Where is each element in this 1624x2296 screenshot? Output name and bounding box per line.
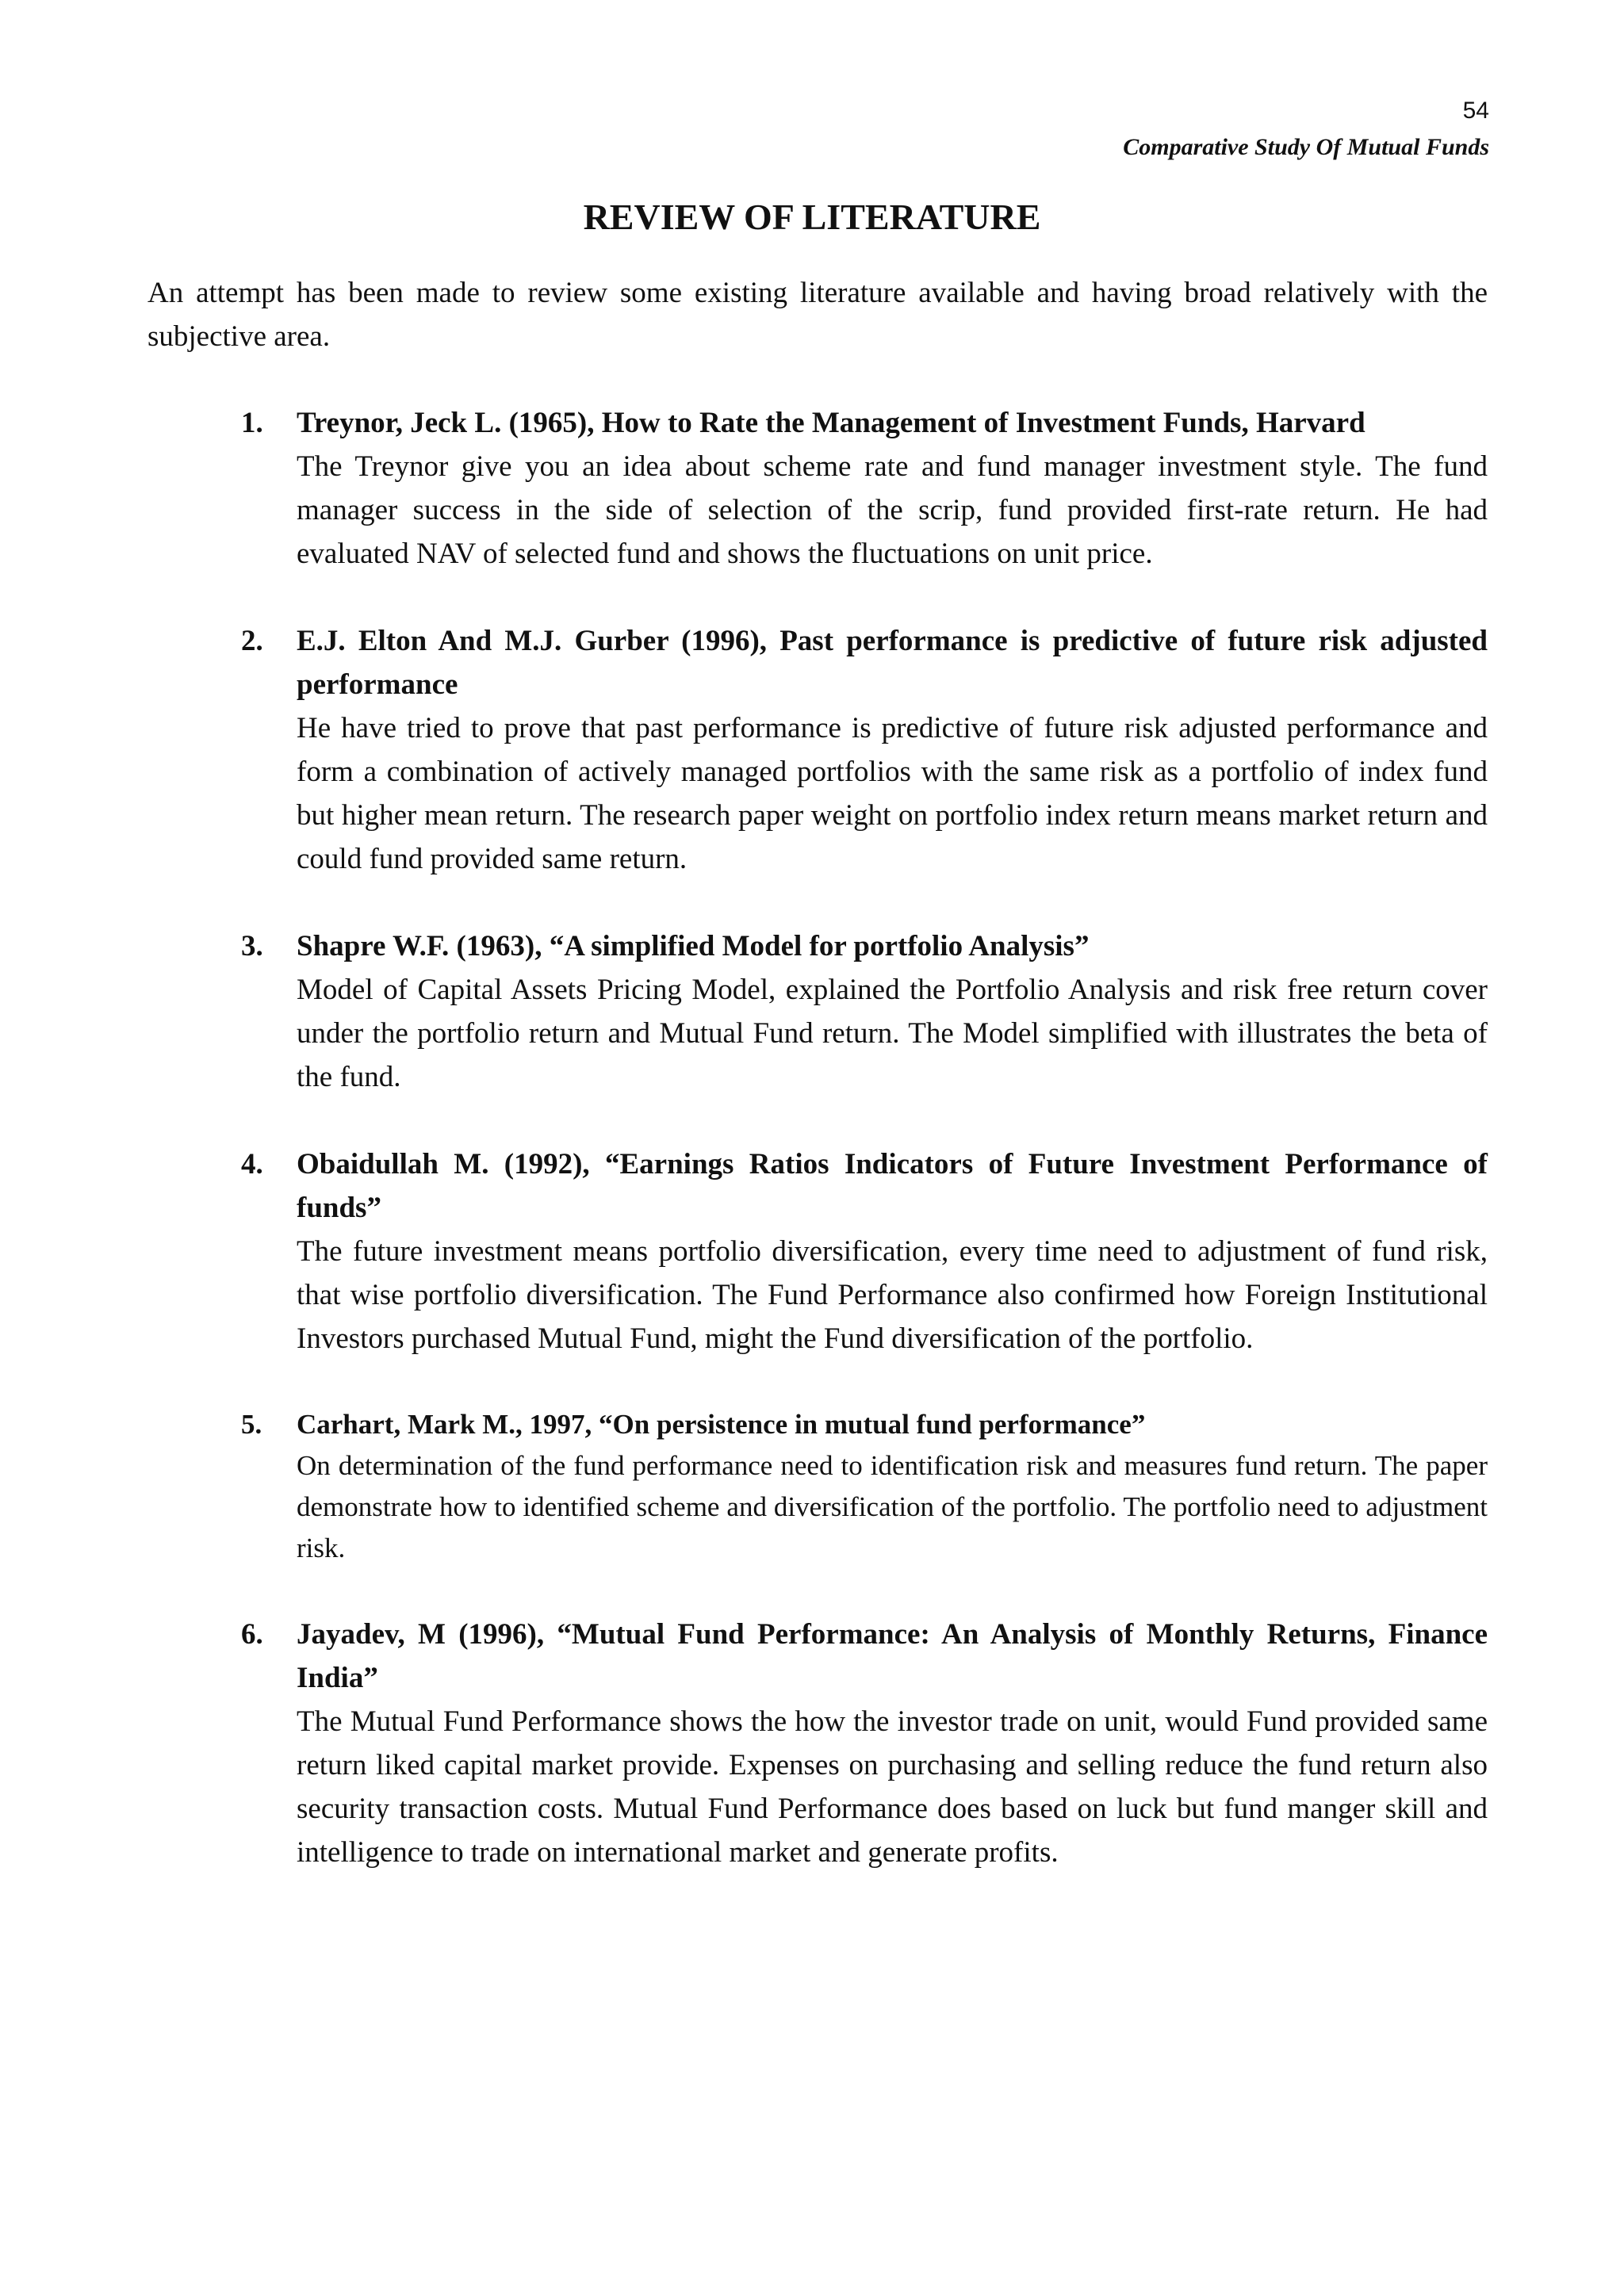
item-number: 4.: [241, 1148, 263, 1181]
running-header: Comparative Study Of Mutual Funds: [1123, 134, 1489, 160]
page-title: REVIEW OF LITERATURE: [583, 197, 1041, 237]
intro-paragraph: An attempt has been made to review some existing literature available and having broad relatively with the subjective area.: [147, 277, 1488, 353]
item-body: He have tried to prove that past performance is predictive of future risk adjusted performance and form a combination of actively managed portfolios with the same risk as a portfolio of index fund but higher mean return. The research paper weight on portfolio index return means market return and could fund provided same return.: [297, 712, 1488, 875]
item-heading: Treynor, Jeck L. (1965), How to Rate the Management of Investment Funds, Harvard: [297, 407, 1365, 439]
item-heading: Jayadev, M (1996), “Mutual Fund Performance: An Analysis of Monthly Returns, Finance India”: [297, 1618, 1488, 1694]
item-heading: Carhart, Mark M., 1997, “On persistence in mutual fund performance”: [297, 1409, 1146, 1440]
literature-item-5: [241, 1404, 1488, 1569]
item-body: Model of Capital Assets Pricing Model, explained the Portfolio Analysis and risk free return cover under the portfolio return and Mutual Fund return. The Model simplified with illustrates the beta of the fund.: [297, 974, 1488, 1093]
item-number: 5.: [241, 1409, 262, 1440]
item-number: 2.: [241, 625, 263, 657]
literature-item-1: [241, 401, 1488, 576]
page-number: 54: [1462, 98, 1489, 124]
literature-item-2: [241, 619, 1488, 881]
literature-list: [241, 401, 1488, 1918]
item-number: 3.: [241, 930, 263, 962]
item-body: The Mutual Fund Performance shows the how the investor trade on unit, would Fund provided same return liked capital market provide. Expenses on purchasing and selling reduce the fund return also security transaction costs. Mutual Fund Performance does based on luck but fund manger skill and intelligence to trade on international market and generate profits.: [297, 1705, 1488, 1869]
item-body: On determination of the fund performance need to identification risk and measures fund return. The paper demonstrate how to identified scheme and diversification of the portfolio. The portfolio need to adjustment risk.: [297, 1450, 1488, 1563]
item-body: The Treynor give you an idea about scheme rate and fund manager investment style. The fund manager success in the side of selection of the scrip, fund provided first-rate return. He had evaluated NAV of selected fund and shows the fluctuations on unit price.: [297, 450, 1488, 570]
item-heading: Shapre W.F. (1963), “A simplified Model for portfolio Analysis”: [297, 930, 1090, 962]
item-heading: Obaidullah M. (1992), “Earnings Ratios Indicators of Future Investment Performance of funds”: [297, 1148, 1488, 1224]
item-body: The future investment means portfolio diversification, every time need to adjustment of fund risk, that wise portfolio diversification. The Fund Performance also confirmed how Foreign Institutional Investors purchased Mutual Fund, might the Fund diversification of the portfolio.: [297, 1235, 1488, 1355]
literature-item-4: [241, 1142, 1488, 1360]
item-heading: E.J. Elton And M.J. Gurber (1996), Past performance is predictive of future risk adjusted performance: [297, 625, 1488, 701]
literature-item-3: [241, 924, 1488, 1099]
literature-item-6: [241, 1613, 1488, 1874]
item-number: 1.: [241, 407, 263, 439]
item-number: 6.: [241, 1618, 263, 1651]
